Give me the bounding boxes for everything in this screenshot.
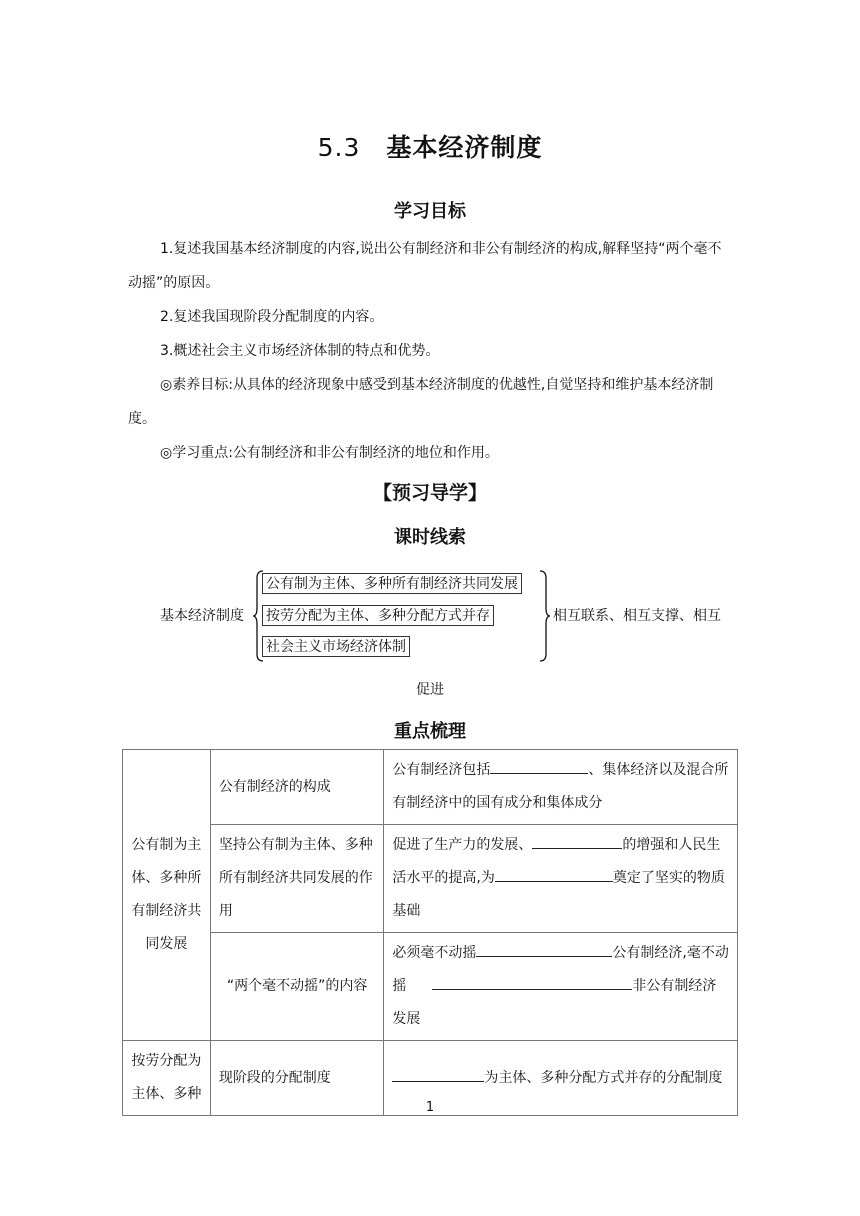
objective-item-3: 3.概述社会主义市场经济体制的特点和优势。 (160, 343, 440, 359)
literacy-goal: ◎素养目标:从具体的经济现象中感受到基本经济制度的优越性,自觉坚持和维护基本经济制度。 (128, 377, 714, 427)
group-cell-distribution: 按劳分配为主体、多种 (123, 1041, 211, 1116)
fill-blank[interactable] (495, 867, 613, 882)
objective-item-1: 1.复述我国基本经济制度的内容,说出公有制经济和非公有制经济的构成,解释坚持“两个毫不动摇”的原因。 (128, 241, 722, 291)
group-cell-ownership: 公有制为主体、多种所有制经济共同发展 (123, 750, 211, 1041)
fill-blank[interactable] (490, 759, 588, 774)
diagram-branch-2: 按劳分配为主体、多种分配方式并存 (262, 605, 494, 626)
relation-line-1: 相互联系、相互支撑、相互 (553, 608, 721, 624)
topic-cell: 坚持公有制为主体、多种所有制经济共同发展的作用 (210, 825, 384, 933)
right-brace (539, 570, 551, 662)
section-number: 5.3 (317, 133, 361, 162)
page-title (0, 128, 860, 164)
fill-blank[interactable] (432, 975, 632, 990)
objective-item-2: 2.复述我国现阶段分配制度的内容。 (160, 309, 384, 325)
key-points-table (122, 749, 738, 1116)
key-points-heading: 重点梳理 (394, 721, 466, 742)
topic-cell: 公有制经济的构成 (210, 750, 384, 825)
clue-heading: 课时线索 (394, 527, 466, 548)
content-cell: 必须毫不动摇 公有制经济,毫不动摇 非公有制经济发展 (384, 933, 738, 1041)
fill-blank[interactable] (532, 834, 622, 849)
objectives-heading: 学习目标 (394, 201, 466, 222)
relation-line-2: 促进 (416, 682, 444, 698)
topic-cell: “两个毫不动摇”的内容 (210, 933, 384, 1041)
title-text: 基本经济制度 (386, 133, 543, 162)
key-focus: ◎学习重点:公有制经济和非公有制经济的地位和作用。 (160, 445, 499, 461)
diagram-branch-3: 社会主义市场经济体制 (262, 636, 410, 657)
table-row (123, 750, 738, 825)
content-cell: 促进了生产力的发展、 的增强和人民生活水平的提高,为 奠定了坚实的物质基础 (384, 825, 738, 933)
page-number: 1 (425, 1100, 435, 1115)
preview-title: 【预习导学】 (372, 482, 487, 504)
table-row (123, 825, 738, 933)
fill-blank[interactable] (476, 942, 612, 957)
content-cell: 公有制经济包括 、集体经济以及混合所有制经济中的国有成分和集体成分 (384, 750, 738, 825)
topic-cell: 现阶段的分配制度 (210, 1041, 384, 1116)
content-cell: 为主体、多种分配方式并存的分配制度 (384, 1041, 738, 1116)
diagram-root: 基本经济制度 (160, 608, 244, 624)
diagram-branch-1: 公有制为主体、多种所有制经济共同发展 (262, 573, 522, 594)
fill-blank[interactable] (392, 1067, 484, 1082)
table-row (123, 933, 738, 1041)
